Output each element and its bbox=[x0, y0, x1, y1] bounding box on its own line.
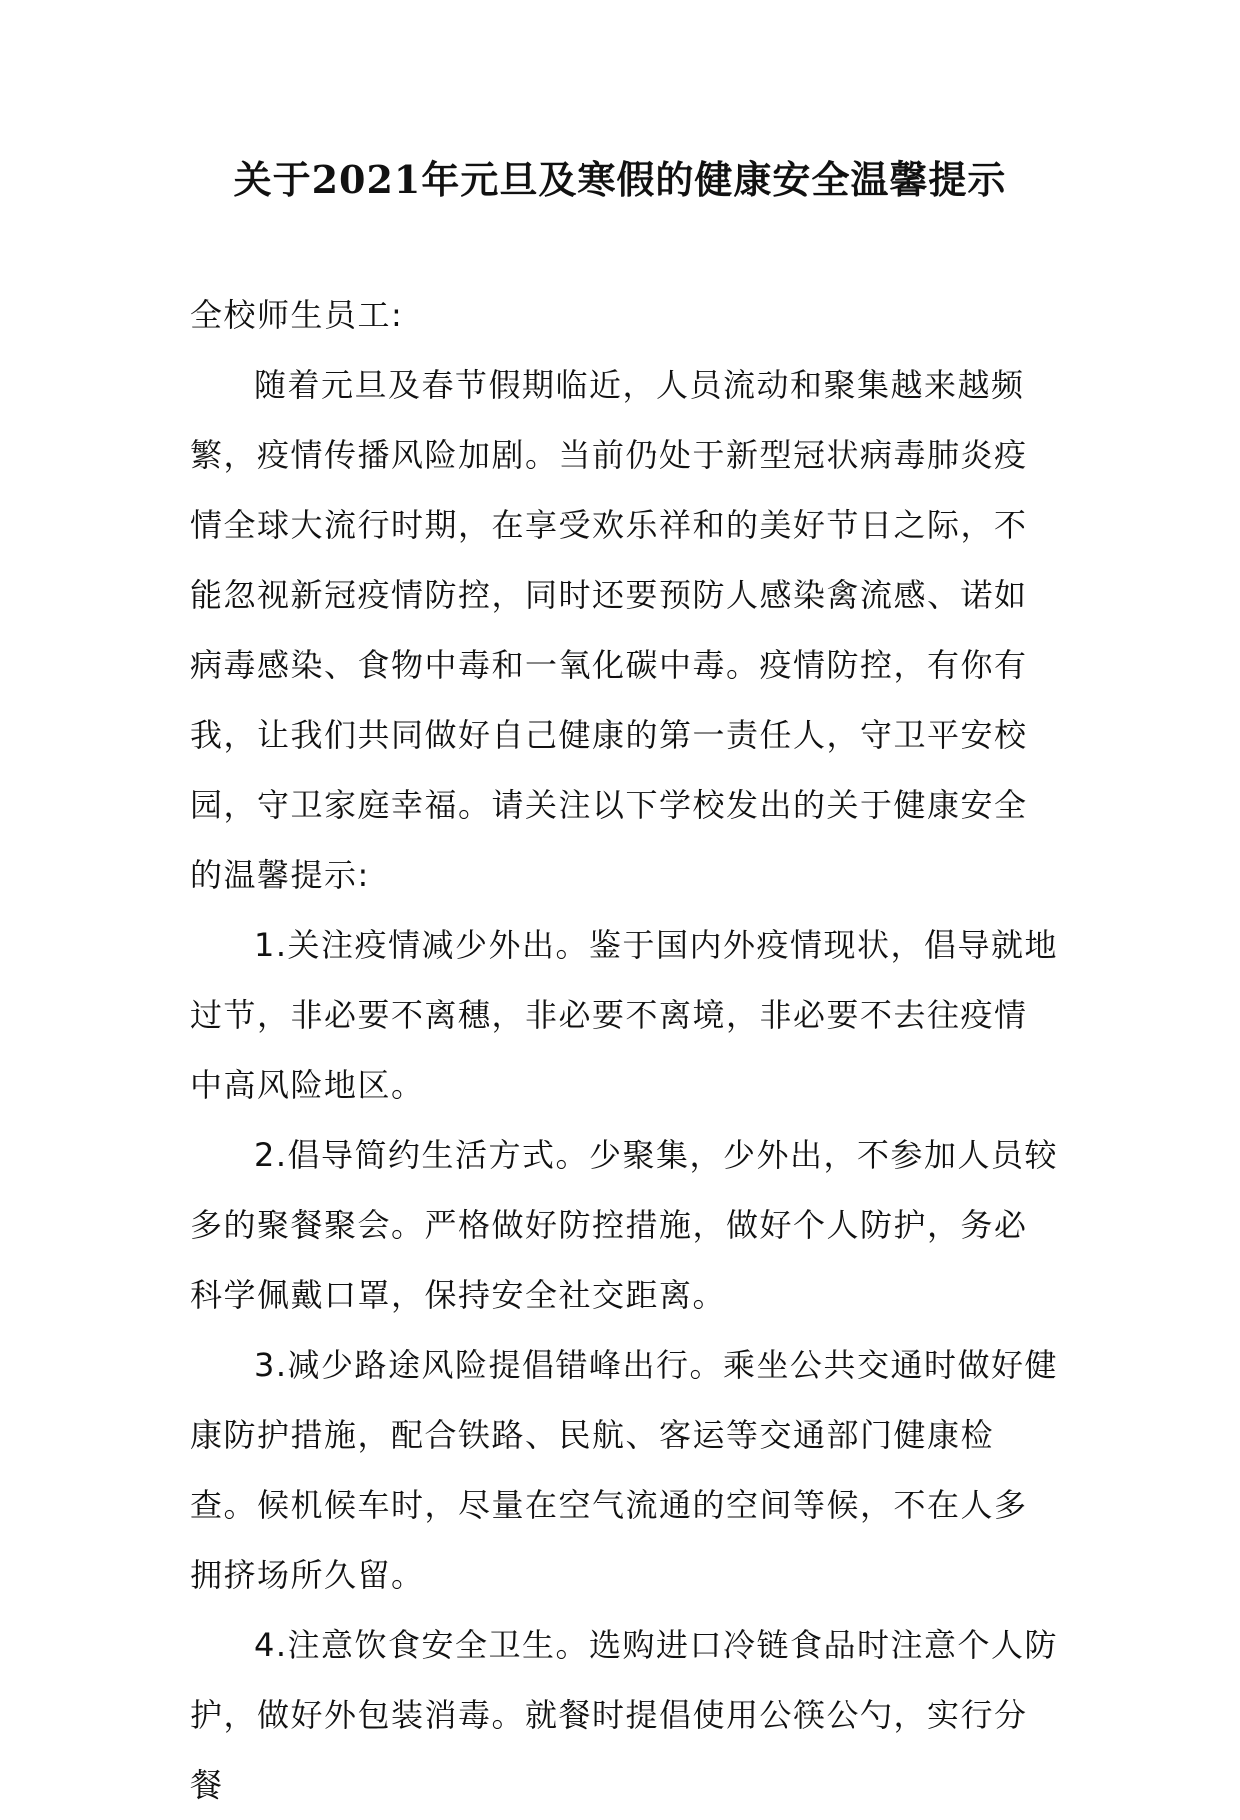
salutation: 全校师生员工: bbox=[190, 296, 404, 334]
document-title: 关于2021年元旦及寒假的健康安全温馨提示 bbox=[233, 157, 1007, 202]
intro-paragraph: 随着元旦及春节假期临近，人员流动和聚集越来越频繁，疫情传播风险加剧。当前仍处于新型冠状病毒肺炎疫情全球大流行时期，在享受欢乐祥和的美好节日之际，不能忽视新冠疫情防控，同时还要预防人感染禽流感、诺如病毒感染、食物中毒和一氧化碳中毒。疫情防控，有你有我，让我们共同做好自己健康的第一责任人，守卫平安校园，守卫家庭幸福。请关注以下学校发出的关于健康安全的温馨提示: bbox=[190, 366, 1028, 894]
tip-4-paragraph: 4.注意饮食安全卫生。选购进口冷链食品时注意个人防护，做好外包装消毒。就餐时提倡使用公筷公勺，实行分餐 bbox=[190, 1626, 1059, 1804]
tip-3-paragraph: 3.减少路途风险提倡错峰出行。乘坐公共交通时做好健康防护措施，配合铁路、民航、客运等交通部门健康检查。候机候车时，尽量在空气流通的空间等候，不在人多拥挤场所久留。 bbox=[190, 1346, 1059, 1594]
tip-1-paragraph: 1.关注疫情减少外出。鉴于国内外疫情现状，倡导就地过节，非必要不离穗，非必要不离境，非必要不去往疫情中高风险地区。 bbox=[190, 926, 1059, 1104]
tip-2-paragraph: 2.倡导简约生活方式。少聚集，少外出，不参加人员较多的聚餐聚会。严格做好防控措施，做好个人防护，务必科学佩戴口罩，保持安全社交距离。 bbox=[190, 1136, 1059, 1314]
document-body bbox=[190, 280, 1060, 1820]
